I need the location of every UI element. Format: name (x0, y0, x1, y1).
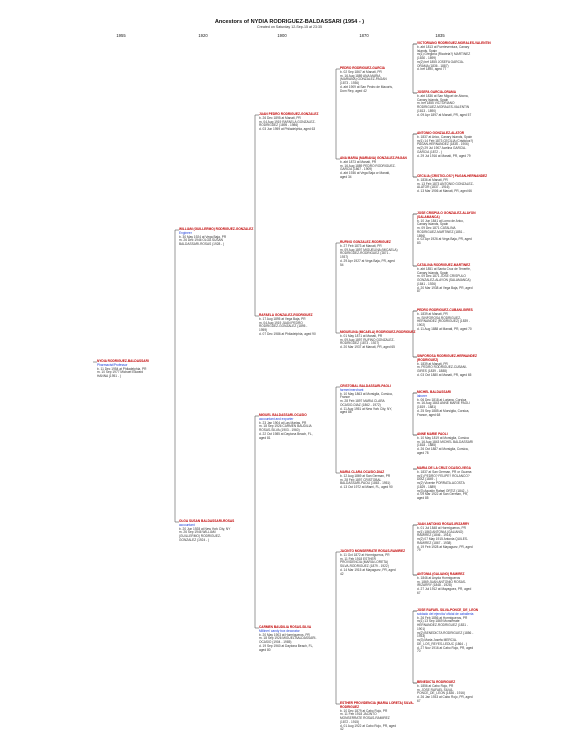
person-detail-line: OCASIO (1904 - 1985) (259, 640, 292, 644)
person-detail-line: m. 10 Sep 1977 Michael Edward (97, 370, 144, 375)
person-detail-line: b. 26 Feb 1856 at Hormigueros, PR (417, 615, 468, 620)
person-detail-line: RODRIGUEZ-RODRIGUEZ (1871 - (340, 251, 391, 256)
person-occupation: laborer (417, 393, 427, 398)
person-p29 (417, 609, 497, 654)
person-detail-line: (1813 - 1890) (417, 108, 437, 113)
person-detail-line: aged 34 (340, 174, 352, 179)
person-detail-line: GARCIA (1867 - 1909) (340, 167, 373, 172)
person-p8 (340, 67, 418, 93)
person-detail-line: m. 16 Aug 1889 PEDRO RODRIGUEZ- (340, 163, 396, 168)
person-detail-line: France, aged 68 (417, 412, 441, 417)
year-label-1955: 1955 (116, 33, 126, 38)
person-detail-line: b. 1837 at Arico, Canary Islands, Spain (417, 134, 473, 139)
person-detail-line: d. 13 Oct 1972 at Miami, FL, aged 90 (340, 485, 393, 489)
person-detail-line: b. 10 Jun 1841 at Lomo de Arico, (417, 218, 464, 223)
person-p2 (179, 228, 259, 247)
person-name: ANTONIO GONZALEZ-ALATOR (417, 131, 465, 135)
person-detail-line: m(2) 29 Jul 1907 Acelina GARCIA- (417, 146, 467, 150)
person-detail-line: aged 85 (417, 496, 429, 500)
person-detail-line: b. 10 May 1863 at Morsiglia, Corsica, (340, 391, 393, 396)
person-detail-line: 42 (340, 571, 344, 576)
person-detail-line: b. 27 Feb 1873 at Manati, PR (340, 243, 382, 248)
person-p30 (417, 681, 497, 704)
person-detail-line: d. 07 Dec 1986 at Philadelphia, aged 90 (259, 331, 316, 336)
person-detail-line: m. 13 Feb 1873 ANTONIO GONZALEZ- (417, 181, 474, 186)
person-detail-line: 70 (417, 649, 421, 654)
person-p11 (340, 331, 418, 350)
year-label-1870: 1870 (359, 33, 369, 38)
person-detail-line: m. 28 Feb 1897 CRISTOBAL (340, 477, 382, 482)
person-name: MARIA DE LA CRUZ OCASIO-VEGA (417, 466, 471, 470)
person-detail-line: 1933) (417, 634, 426, 639)
person-detail-line: m(1) 1863 ANTONIA (GALIANO) (417, 529, 464, 534)
person-detail-line: m(2) BENEDICTA RODRIGUEZ (1856 - (417, 630, 474, 635)
person-name: CRISTOBAL BALDASSARI-PAOLI (340, 384, 391, 388)
person-name: MARIA CLARA OCASIO-DIAZ (340, 470, 385, 474)
person-p13 (340, 471, 418, 490)
person-detail-line: 1902) (417, 323, 426, 327)
person-detail-line: (1818 - 1885) (417, 443, 437, 448)
person-name: CARMEN BAUDILIA ROSAS-SILVA (259, 625, 312, 629)
person-detail-line: m(1) Gregoria (Ricoteia?) MARTINEZ (417, 52, 471, 57)
person-detail-line: 79 (417, 548, 421, 553)
year-label-1835: 1835 (435, 33, 445, 38)
person-detail-line: b. 1836 at Manati, PR (417, 177, 448, 182)
person-name: ANNE MARIE PAOLI (417, 432, 448, 436)
person-p21 (417, 264, 497, 294)
person-detail-line: RODRIGUEZ-MORALES-VALENTIN (417, 105, 470, 109)
person-name: ESTHER PROVIDENCIA (MARIA LORETA) SILVA-RODRIGUEZ (340, 701, 414, 709)
person-p18 (417, 132, 497, 158)
person-detail-line: (GUILLERMO) RODRIGUEZ- (179, 534, 221, 538)
person-detail-line: d. 13 Mar 1906 at Manati, PR, aged 66 (417, 189, 472, 193)
person-p23 (417, 355, 497, 378)
person-detail-line: b. 20 Jun 1928 at New York City, NY (179, 526, 231, 531)
person-detail-line: d. 20 Mar 1938 at Vega Baja, PR, aged (417, 285, 473, 290)
person-detail-line: b. 1837 at San German, PR or Guama (417, 469, 472, 474)
person-detail-line: b. 01 May 1871 at Manati, PR (340, 333, 383, 338)
person-name: RUFINO GONZALEZ-RODRIGUEZ (340, 240, 391, 244)
person-detail-line: d. 27 Jul 1912 at Mayaguez, PR, aged (417, 587, 472, 591)
person-detail-line: (1841 - 1926) (417, 281, 437, 286)
person-detail-line: d. 11 Aug 1888 at Manati, PR, aged 70 (417, 326, 472, 331)
person-detail-line: RODRIGUEZ-GONZALEZ (1895 - (259, 324, 308, 329)
person-detail-line: 1896) (417, 233, 426, 238)
person-detail-line: 1959) (259, 328, 268, 332)
person-detail-line: m. 09 Aug 1897 RUFINO GONZALEZ- (340, 337, 395, 342)
person-name: PEDRO RODRIGUEZ-GARCIA (340, 66, 385, 70)
person-detail-line: DIAZ (1849 - ) (417, 477, 438, 482)
person-name: NYDIA RODRIGUEZ-BALDASSARI (97, 359, 149, 363)
person-detail-line: PAGAN-HERNANDEZ (1836 - 1906) (417, 142, 469, 147)
person-name: JOSEFA GARCIA-ORAMA (417, 90, 457, 94)
person-detail-line: d. 29 Jul 1916 at Manati, PR, aged 79 (417, 153, 471, 158)
person-detail-line: d. 01 Aug 1922 at Cabo Rojo, PR, aged (340, 723, 396, 728)
person-detail-line: b. 12 Aug 1869 at San German, PR (340, 473, 391, 478)
person-detail-line: d. 22 Oct 1985 at Daytona Beach, FL, (259, 431, 313, 436)
chart-title: Ancestors of NYDIA RODRIGUEZ-BALDASSARI (1954 - ) (214, 19, 365, 25)
person-detail-line: m. 09 Dec 1871 CATALINA (417, 226, 456, 230)
person-detail-line: MONSERRATE ROSAS-RAMIREZ (340, 716, 390, 720)
person-name: JUAN ANTONIO ROSAS-IRIZARRY (417, 522, 470, 526)
person-detail-line: (1830 - 1899) (417, 56, 437, 60)
person-name: WILLIAM (GUILLERMO) RODRIGUEZ-GONZALEZ (179, 227, 254, 231)
person-detail-line: d. 03 Oct 1880 at Manati, PR, aged 65 (417, 372, 472, 377)
person-detail-line: d. 19 Feb 1928 at Mayaguez, PR, aged (417, 544, 473, 549)
person-detail-line: b. 20 May 1903 at Hormigueros, PR (259, 632, 310, 637)
person-detail-line: 67 (417, 698, 421, 703)
person-p28 (417, 573, 497, 596)
person-detail-line: b. 1856 at Cabo Rojo, PR (417, 683, 454, 688)
person-detail-line: m(2) bef 1855 JOSEFA GARCIA- (417, 59, 464, 64)
person-detail-line: d. abt 1909 at San Pedro de Macoris, (340, 84, 393, 89)
person-detail-line: m(1) 14 Feb 1873 CECILIA (Cristiclos?) (417, 138, 474, 143)
person-detail-line: d. 11 Aug 1951 at New York City, NY, (340, 406, 392, 411)
person-detail-line: ORAMA (1836 - 1887) (417, 63, 449, 68)
person-name: ANTONIA (GALIANO) RAMIREZ (417, 572, 465, 576)
person-detail-line: b. abt 1813 at Fuerteventura, Canary (417, 44, 470, 49)
person-occupation: Engineer (179, 230, 192, 235)
person-detail-line: d. bef 1890, aged 77 (417, 67, 447, 72)
person-detail-line: m. 1869 JUAN ANTONIO ROSAS- (417, 579, 467, 584)
person-p16 (417, 42, 497, 72)
person-p4 (259, 113, 339, 132)
person-detail-line: b. 1846 at Anyda Hormigueros (417, 575, 461, 580)
person-detail-line: m. 16 Aug 1843 MICHEL BALDASSARI (417, 439, 474, 444)
person-detail-line: m(3) Maria Josefa MERCIA- (417, 638, 458, 642)
person-p3 (179, 520, 259, 543)
person-detail-line: m. 16 Aug 1889 ANA MARIA (340, 73, 381, 78)
person-detail-line: b. abt 1873 at Manati, PR (340, 159, 377, 164)
person-detail-line: HERNANDEZ (RODRIGUEZ) (1839 - (417, 319, 470, 324)
person-name: MICHEL BALDASSARI (417, 390, 451, 394)
person-detail-line: b. 06 Dec 1818 at Luriana, Corsica (417, 397, 467, 402)
person-name: JOSE RAFAEL SILVA-PONCE_DE_LEON (417, 608, 479, 612)
person-detail-line: m. 09 Dec 1871 JOSE CRISPULO (417, 274, 466, 279)
person-p22 (417, 309, 497, 332)
person-detail-line: BALDASSARI-ROSAS (1928 - ) (179, 242, 225, 246)
person-detail-line: DE_LOS_REYES-LEDUC (1864 - ) (417, 641, 467, 646)
person-detail-line: RAMIREZ (1867 - 1938) (417, 540, 452, 545)
person-detail-line: (1872 - 1915) (340, 719, 360, 724)
person-detail-line: m(2) Vicente PORRATA-ACOSTA (417, 481, 465, 485)
person-detail-line: m. 11 Feb 1918 JACINTO (340, 712, 377, 717)
person-detail-line: m(2) 07 May 1915 Antonia QUILES- (417, 537, 469, 541)
person-detail-line: PONCE_DE_LEON (1836 - 1916) (417, 691, 466, 696)
person-detail-line: GARCIA (1872 - ) (417, 149, 442, 154)
person-detail-line: m. 28 Feb 1897 MARIA CLARA (340, 399, 385, 403)
person-detail-line: m. bef 1855 VICTORIANO (417, 101, 455, 106)
person-name: CECILIA (CRISTICLOS?) PAGAN-HERNANDEZ (417, 174, 488, 178)
person-detail-line: b. 02 Sep 1867 at Manati, PR (340, 69, 382, 74)
person-detail-line: 1937) (340, 255, 349, 259)
person-occupation: farmer/merchant (340, 387, 364, 392)
person-name: MIGUEL BALDASSARI-OCASIO (259, 413, 307, 417)
person-occupation: accountant and exporter (259, 416, 294, 421)
person-detail-line: d. 02 Apr 1926 at Vega Baja, PR, aged (417, 237, 472, 242)
person-p1 (97, 360, 175, 379)
person-detail-line: RODRIGUEZ (1895 - 1986) (259, 123, 299, 128)
person-detail-line: m. 18 Sep 1926 MIGUEL BALDASSARI- (259, 636, 317, 641)
person-detail-line: aged 88 (340, 410, 352, 415)
person-detail-line: d. 20 Mar 1937 at Manati, PR, aged 65 (340, 345, 395, 349)
person-detail-line: Canary Islands, Spain (417, 270, 449, 275)
person-p9 (340, 157, 418, 180)
person-detail-line: 1901) (417, 626, 426, 631)
person-detail-line: m. PEDRO RODRIGUEZ-CUBANI- (417, 365, 467, 370)
person-detail-line: m. 16 Aug 1843 ANNE MARIE PAOLI (417, 401, 470, 406)
person-p5 (259, 314, 339, 337)
person-detail-line: OCASIO-DIAZ (1862 - 1972) (340, 402, 381, 407)
person-name: BENEDICTA RODRIGUEZ (417, 680, 456, 684)
person-detail-line: aged 78 (417, 450, 429, 455)
person-p6 (259, 414, 339, 440)
person-detail-line: d. 26 Oct 1887 at Morsiglia, Corsica, (417, 447, 469, 451)
person-detail-line: d. 27 Nov 1916 at Cabo Rojo, PR, aged (417, 645, 474, 650)
person-detail-line: Islands, Spain (417, 48, 438, 53)
person-p12 (340, 385, 418, 415)
person-occupation: soldado del ejercito/ oficial de caballeria (417, 611, 474, 616)
person-detail-line: m(1) 13 Sep 1869 Monserrate (417, 619, 460, 624)
person-detail-line: d. 09 Apr 1897 at Manati, PR, aged 57 (417, 112, 472, 117)
person-name: JACINTO MONSERRATE ROSAS-RAMIREZ (340, 549, 406, 553)
person-occupation: accountant (179, 522, 195, 527)
person-detail-line: IRIZARRY (1848 - 1928) (417, 583, 452, 588)
person-detail-line: b. 1839 at Manati, PR (417, 361, 448, 366)
person-detail-line: HERNANDEZ-RODRIGUEZ (1831 - (417, 623, 469, 627)
person-detail-line: d. abt 1936 at Vega Baja or Manati, (340, 171, 390, 175)
person-detail-line: b. 10 Dec 1879 at Cabo Rojo, PR (340, 708, 388, 713)
person-detail-line: m. 26 Dec 1946 OLGA SUSAN (179, 238, 223, 243)
person-detail-line: Canary Islands, Spain (417, 97, 449, 102)
person-detail-line: d. 29 Apr 1927 at Vega Baja, PR, aged (340, 258, 395, 263)
person-detail-line: (1873 - 1936) (340, 81, 360, 85)
person-detail-line: GONZALEZ (1924 - ) (179, 537, 210, 542)
person-detail-line: RODRIGUEZ (1873 - 1927) (340, 341, 380, 346)
person-detail-line: m. 11 Feb 1918 ESTHER (340, 556, 376, 561)
person-detail-line: ALATOR (1837 - 1916) (417, 185, 450, 190)
person-p25 (417, 433, 497, 456)
person-detail-line: d. 03 Jun 1959 at Philadelphia, aged 63 (259, 127, 316, 131)
person-p17 (417, 91, 497, 117)
person-detail-line: m. JOSE RAFAEL SILVA- (417, 687, 454, 692)
person-detail-line: 87 (417, 289, 421, 294)
person-detail-line: BALDASSARI-PAOLI (1863 - 1951) (340, 481, 391, 486)
person-detail-line: m(1) PEDRO? FELIPE? ROLANCO? (417, 473, 470, 478)
person-occupation: Pharmacist/Professor (97, 362, 128, 367)
person-detail-line: d. 25 Sep 1885 at Morsiglia, Corsica, (417, 408, 470, 413)
person-detail-line: b. 17 Aug 1895 at Vega Baja, PR (259, 316, 306, 321)
person-detail-line: m. SINFOROSA RODRIGUEZ- (417, 315, 462, 320)
person-detail-line: b. abt 1851 at Santa Cruz de Tenerife, (417, 266, 471, 271)
person-p10 (340, 241, 418, 267)
person-detail-line: SILVA-RODRIGUEZ (1879 - 1922) (340, 564, 389, 568)
person-detail-line: m. 09 Aug 1897 MIGUELINA (MICAELA) (340, 247, 398, 252)
person-p24 (417, 391, 497, 417)
person-detail-line: aged 81 (259, 435, 271, 440)
chart-subtitle: Created on Saturday 12-Sep-15 at 23:35 (257, 25, 322, 29)
person-detail-line: b. 10 May 1819 at Morsiglia, Corsica (417, 435, 469, 440)
person-p19 (417, 175, 497, 194)
person-p20 (417, 212, 497, 246)
person-detail-line: HANNA (1951 - ) (97, 374, 121, 378)
person-detail-line: (1829 - 1889) (417, 484, 437, 489)
person-detail-line: m. 04 Aug 1919 JUAN PEDRO (259, 320, 303, 325)
person-detail-line: m. 26 Sep 1946 WILLIAM (179, 530, 216, 535)
person-detail-line: GIRES (1839 - 1888) (417, 369, 447, 373)
person-detail-line: Dom Rep, aged 42 (340, 88, 367, 93)
person-name: SINFOROSA RODRIGUEZ-HERNANDEZ (RODRIGUEZ) (417, 354, 477, 362)
person-detail-line: RODRIGUEZ-MARTINEZ (1851 - (417, 229, 465, 234)
person-detail-line: (MARIANA) GONZALEZ-PAGAN (340, 77, 387, 82)
person-detail-line: m. 04 Aug 1919 RAFAELA GONZALEZ- (259, 119, 316, 124)
person-detail-line: b. 11 Oct 1872 at Hormigueros, PR (340, 552, 390, 557)
person-p14 (340, 550, 418, 576)
year-label-1900: 1900 (277, 33, 287, 38)
person-name: VICTORIANO RODRIGUEZ-MORALES-VALENTIN (417, 41, 491, 45)
person-p15 (340, 702, 418, 732)
person-detail-line: (1819 - 1881) (417, 405, 437, 409)
person-detail-line: ROSAS-SILVA (1903 - 1960) (259, 428, 300, 432)
person-detail-line: PROVIDENCIA (MARIA LORETA) (340, 560, 389, 565)
person-p7 (259, 626, 339, 652)
person-name: PEDRO RODRIGUEZ-CUBANI-GIRES (417, 308, 473, 312)
person-name: MIGUELINA (MICAELA) RODRIGUEZ-RODRIGUEZ (340, 330, 416, 334)
person-detail-line: d. 14 Mar 1915 at Mayaguez, PR, aged (340, 567, 396, 572)
person-name: ANA MARIA (MARIANA) GONZALEZ-PAGAN (340, 156, 407, 160)
person-occupation: Milliner/ candy box decorator (259, 628, 300, 633)
person-p26 (417, 467, 497, 501)
person-detail-line: b. 1839 at Manati, PR (417, 311, 448, 316)
person-detail-line: b. 30 May 1924 at Vega Baja, PR (179, 234, 227, 239)
person-name: JUAN PEDRO RODRIGUEZ-GONZALEZ (259, 112, 319, 116)
year-label-1920: 1920 (198, 33, 208, 38)
person-name: JOSE CRISPULO GONZALEZ-ALAYON (SALAMANCA) (417, 211, 476, 219)
person-detail-line: b. 11 Dec 1954 at Philadelphia, PR (97, 366, 147, 371)
person-detail-line: b. 01 Jul 1848 at Hormigueros, PR (417, 525, 466, 530)
person-detail-line: France (340, 395, 350, 400)
person-detail-line: m. 18 Sep 1926 CARMEN BAUDILIA (259, 424, 312, 429)
person-detail-line: 67 (417, 590, 421, 595)
person-name: OLGA SUSAN BALDASSARI-ROSAS (179, 519, 235, 523)
person-detail-line: d. 26 Jan 1933 at Cabo Rojo, PR, aged (417, 695, 473, 699)
person-name: RAFAELA GONZALEZ-RODRIGUEZ (259, 313, 313, 317)
person-name: CATALINA RODRIGUEZ-MARTINEZ (417, 263, 471, 267)
person-detail-line: aged 80 (259, 647, 271, 652)
person-detail-line: d. 09 Mar 1922 at San German, PR, (417, 492, 469, 497)
person-detail-line: 83 (417, 241, 421, 245)
person-detail-line: 54 (340, 262, 344, 267)
person-detail-line: Canary Islands, Spain (417, 222, 449, 227)
person-detail-line: b. abt 1836 at San Miguel de Abona, (417, 93, 469, 98)
person-detail-line: m(3) Agustin Rafael ORTIZ (1842 - ) (417, 488, 469, 493)
person-detail-line: 42 (340, 727, 344, 732)
person-detail-line: GONZALEZ-ALAYON (SALAMANCA) (417, 278, 471, 282)
person-detail-line: d. 19 Sep 1960 at Daytona Beach, FL, (259, 643, 314, 648)
person-detail-line: b. 23 Jan 1904 at Las Marias, PR (259, 420, 307, 425)
person-p27 (417, 523, 497, 553)
person-detail-line: b. 26 Dec 1895 at Manati, PR (259, 115, 301, 120)
person-detail-line: RAMIREZ (1846 - 1914) (417, 533, 452, 538)
